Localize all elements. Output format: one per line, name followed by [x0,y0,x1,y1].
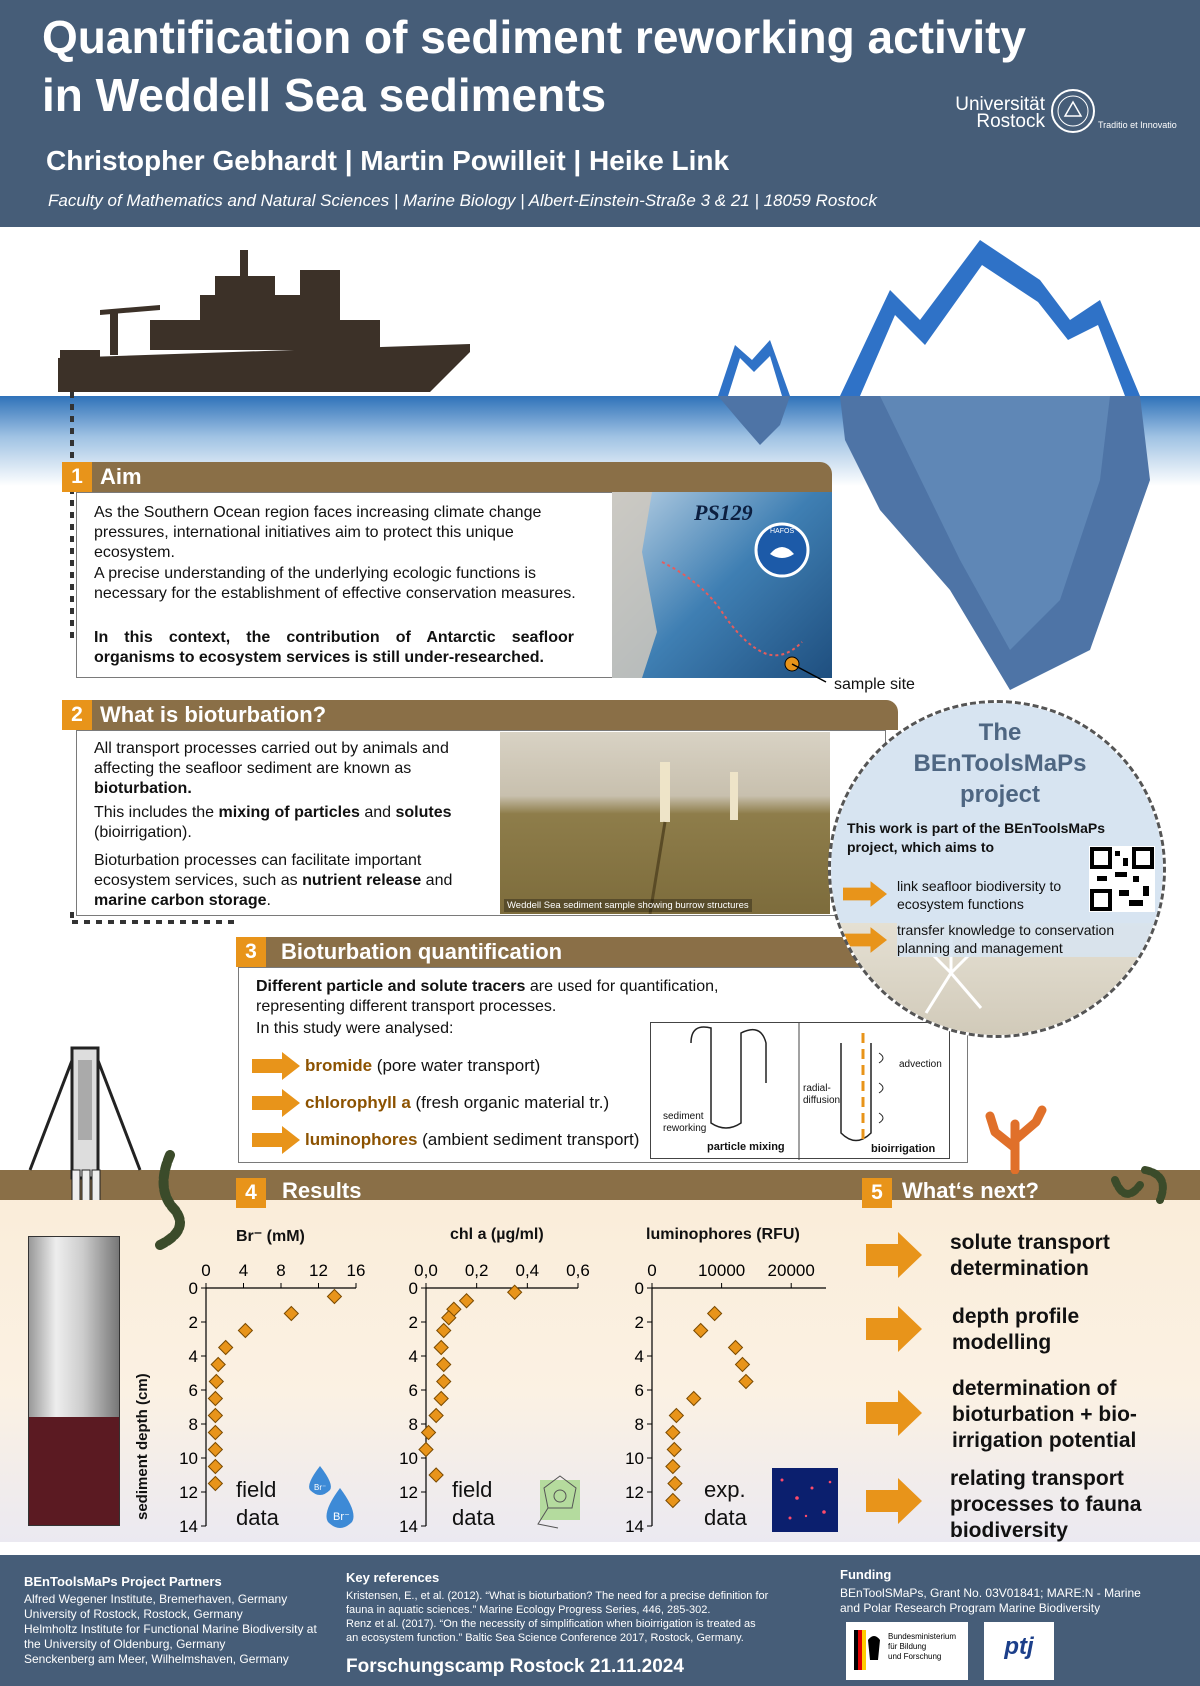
x-tick-label: 16 [346,1261,366,1280]
x-tick-label: 0,6 [566,1261,590,1280]
data-point [209,1375,223,1389]
x-tick-label: 10000 [697,1261,746,1280]
panel3-title: luminophores (RFU) [646,1226,800,1243]
bioirrigation-label: bioirrigation [871,1143,936,1155]
panel2-note: field data [452,1477,495,1530]
next-item-3: determination of bioturbation + bio- irrigation potential [952,1377,1137,1452]
project-aim-1: link seafloor biodiversity to ecosystem functions [897,878,1062,912]
sample-site-pointer [790,662,830,684]
y-tick-label: 6 [408,1381,418,1400]
y-tick-label: 10 [179,1449,198,1468]
y-tick-label: 12 [179,1483,198,1502]
data-point [208,1477,222,1491]
core-photo [28,1236,120,1526]
data-point [422,1426,436,1440]
data-point [284,1307,298,1321]
luminophore-particles-icon [772,1468,838,1532]
transport-process-icon [651,1023,951,1160]
data-point [508,1285,522,1299]
data-point [437,1324,451,1338]
next-arrow-3-icon [866,1390,922,1436]
data-point [437,1375,451,1389]
worm-2-icon [1105,1160,1175,1210]
next-arrow-2-icon [866,1306,922,1352]
next-item-2: depth profile modelling [952,1305,1080,1354]
tracer-luminophores: luminophores (ambient sediment transport) [305,1130,640,1149]
section2-header [62,700,898,730]
luminophore-image [772,1468,838,1532]
sediment-photo [500,732,830,914]
sediment-reworking-label: sediment reworking [663,1111,707,1134]
section4-title: Results [282,1178,362,1203]
y-tick-label: 12 [625,1483,644,1502]
quantification-intro-2: In this study were analysed: [256,1020,454,1037]
y-tick-label: 8 [188,1415,198,1434]
y-tick-label: 8 [634,1415,644,1434]
y-tick-label: 0 [634,1279,644,1298]
y-tick-label: 0 [188,1279,198,1298]
data-point [666,1494,680,1508]
aim-paragraph-1: As the Southern Ocean region faces increasing climate change pressures, international initiatives aim to protect this unique ecosystem. [94,504,542,561]
references-title: Key references [346,1570,440,1585]
data-point [219,1341,233,1355]
section2-title: What is bioturbation? [100,702,327,727]
data-point [666,1460,680,1474]
aim-paragraph-3: In this context, the contribution of Antarctic seafloor organisms to ecosystem services is still under-researched. [94,629,574,666]
eagle-icon [854,1630,882,1670]
data-point [208,1426,222,1440]
research-vessel-icon [58,250,470,392]
bmbf-text: Bundesministerium für Bildung und Forschung [888,1632,957,1661]
expedition-map [612,492,832,678]
university-name [935,96,1045,130]
data-point [739,1375,753,1389]
y-tick-label: 10 [399,1449,418,1468]
sample-site-label: sample site [834,676,915,693]
data-point [437,1358,451,1372]
arrow-bromide-icon [252,1052,300,1080]
section1-title: Aim [100,464,142,489]
y-tick-label: 2 [408,1313,418,1332]
funding-title: Funding [840,1567,892,1582]
section1-number: 1 [62,462,92,492]
project-intro: This work is part of the BEnToolsMaPs project, which aims to [847,820,1105,855]
y-tick-label: 14 [399,1517,418,1536]
x-tick-label: 0,4 [515,1261,540,1280]
bmbf-logo [846,1622,968,1680]
arrow-luminophores-icon [252,1126,300,1154]
x-tick-label: 4 [238,1261,249,1280]
data-point [669,1409,683,1423]
data-point [208,1460,222,1474]
tracer-bromide: bromide (pore water transport) [305,1056,541,1075]
map-label: PS129 [694,500,753,525]
bioturbation-paragraph-2: This includes the mixing of particles and solutes (bioirrigation). [94,804,452,841]
data-point [735,1358,749,1372]
project-aim1-arrow-icon [843,881,887,907]
project-aim-2: transfer knowledge to conservation planning and management [897,921,1157,957]
bromide-drop-icon [306,1466,356,1536]
x-tick-label: 12 [309,1261,328,1280]
partners-list: Alfred Wegener Institute, Bremerhaven, Germany University of Rostock, Rostock, Germany Helmholtz Institute for Functional Marine Biodiversity at the University of Oldenburg, Germany Senckenberg am Meer, Wilhelmshaven, Germany [24,1592,317,1666]
x-tick-label: 0,0 [414,1261,438,1280]
photo-caption: Weddell Sea sediment sample showing burrow structures [504,899,752,912]
svg-text:Br⁻: Br⁻ [314,1483,327,1492]
next-arrow-1-icon [866,1232,922,1278]
x-tick-label: 0 [201,1261,211,1280]
data-point [208,1409,222,1423]
section2-number: 2 [62,700,92,730]
university-seal-icon [1050,88,1096,134]
data-point [327,1290,341,1304]
project-aim2-arrow-icon [843,927,887,953]
data-point [668,1477,682,1491]
data-point [666,1426,680,1440]
svg-text:Br⁻: Br⁻ [333,1511,350,1523]
panel1-title: Br⁻ (mM) [236,1228,305,1245]
data-point [208,1392,222,1406]
next-arrow-4-icon [866,1478,922,1524]
bioturbation-paragraph-3: Bioturbation processes can facilitate important ecosystem services, such as nutrient release and marine carbon storage. [94,852,453,909]
section3-title: Bioturbation quantification [281,939,563,964]
y-tick-label: 0 [408,1279,418,1298]
advection-label: advection [899,1059,942,1070]
section3-number: 3 [236,937,266,967]
qr-code-icon[interactable] [1089,846,1155,912]
data-point [434,1341,448,1355]
data-point [238,1324,252,1338]
coral-icon [980,1104,1050,1174]
data-point [460,1294,474,1308]
university-line-2: Rostock [976,111,1045,132]
next-item-1: solute transport determination [950,1231,1110,1280]
data-point [419,1443,433,1457]
authors: Christopher Gebhardt | Martin Powilleit | Heike Link [46,145,730,176]
data-point [708,1307,722,1321]
section3-header [236,937,866,967]
hafos-badge: HAFOS [770,528,795,535]
data-point [429,1468,443,1482]
bioturbation-paragraph-1: All transport processes carried out by animals and affecting the seafloor sediment are known as bioturbation. [94,740,449,797]
data-point [687,1392,701,1406]
dotted-connector [70,912,240,932]
section5-title: What‘s next? [902,1178,1039,1203]
data-point [729,1341,743,1355]
project-title: The BEnToolsMaPs project [913,719,1087,808]
y-tick-label: 14 [179,1517,198,1536]
aim-paragraph-2: A precise understanding of the underlying ecologic functions is necessary for the establishment of effective conservation measures. [94,565,576,602]
arrow-chlorophyll-icon [252,1089,300,1117]
section5-number: 5 [862,1178,892,1208]
x-tick-label: 0,2 [464,1261,489,1280]
y-tick-label: 2 [634,1313,644,1332]
y-tick-label: 6 [188,1381,198,1400]
chlorophyll-molecule-icon [528,1468,592,1532]
data-point [667,1443,681,1457]
funding-text: BEnToolSMaPs, Grant No. 03V01841; MARE:N - Marine and Polar Research Program Marine Biodiversity [840,1586,1141,1615]
data-point [208,1443,222,1457]
panel2-title: chl a (µg/ml) [450,1226,544,1243]
section1-header [62,462,832,492]
next-item-4: relating transport processes to fauna biodiversity [950,1467,1142,1542]
data-point [694,1324,708,1338]
y-tick-label: 4 [188,1347,198,1366]
affiliation: Faculty of Mathematics and Natural Sciences | Marine Biology | Albert-Einstein-Straße 3 & 21 | 18059 Rostock [48,191,877,210]
y-tick-label: 4 [634,1347,644,1366]
radial-diffusion-label: radial-diffusion [803,1083,841,1106]
x-tick-label: 20000 [767,1261,815,1280]
title-line-1: Quantification of sediment reworking activity [42,11,1027,63]
references-list: Kristensen, E., et al. (2012). “What is bioturbation? The need for a precise definition for fauna in aquatic sciences.” Marine Ecology Progress Series, 446, 285-302. Renz et al. (2017). “On the necessity of simplification when bioirrigation is treated as an ecosystem function.” Baltic Sea Science Conference 2017, Rostock, Germany. [346,1590,769,1644]
y-tick-label: 14 [625,1517,644,1536]
partners-title: BEnToolsMaPs Project Partners [24,1574,222,1589]
section4-number: 4 [236,1178,266,1208]
quantification-intro: Different particle and solute tracers are used for quantification, representing different transport processes. [256,978,719,1015]
panel1-note: field data [236,1477,279,1530]
x-tick-label: 0 [647,1261,657,1280]
ylabel-depth: sediment depth (cm) [134,1373,151,1520]
y-tick-label: 10 [625,1449,644,1468]
y-tick-label: 8 [408,1415,418,1434]
data-point [211,1358,225,1372]
project-circle [828,700,1166,1038]
y-tick-label: 4 [408,1347,418,1366]
tracer-chlorophyll: chlorophyll a (fresh organic material tr.) [305,1093,610,1112]
transport-diagram [650,1022,950,1159]
burrow-structures-icon [500,732,830,914]
ptj-logo: ptj [984,1622,1054,1680]
y-tick-label: 6 [634,1381,644,1400]
event-name: Forschungscamp Rostock 21.11.2024 [346,1656,684,1677]
particle-mixing-label: particle mixing [707,1141,785,1153]
corer-icon [20,1020,160,1200]
data-point [434,1392,448,1406]
title-line-2: in Weddell Sea sediments [42,69,607,121]
data-point [429,1409,443,1423]
university-motto: Traditio et Innovatio [1098,120,1177,130]
y-tick-label: 12 [399,1483,418,1502]
x-tick-label: 8 [276,1261,286,1280]
panel3-note: exp. data [704,1477,747,1530]
y-tick-label: 2 [188,1313,198,1332]
university-line-1: Universität [955,94,1045,115]
